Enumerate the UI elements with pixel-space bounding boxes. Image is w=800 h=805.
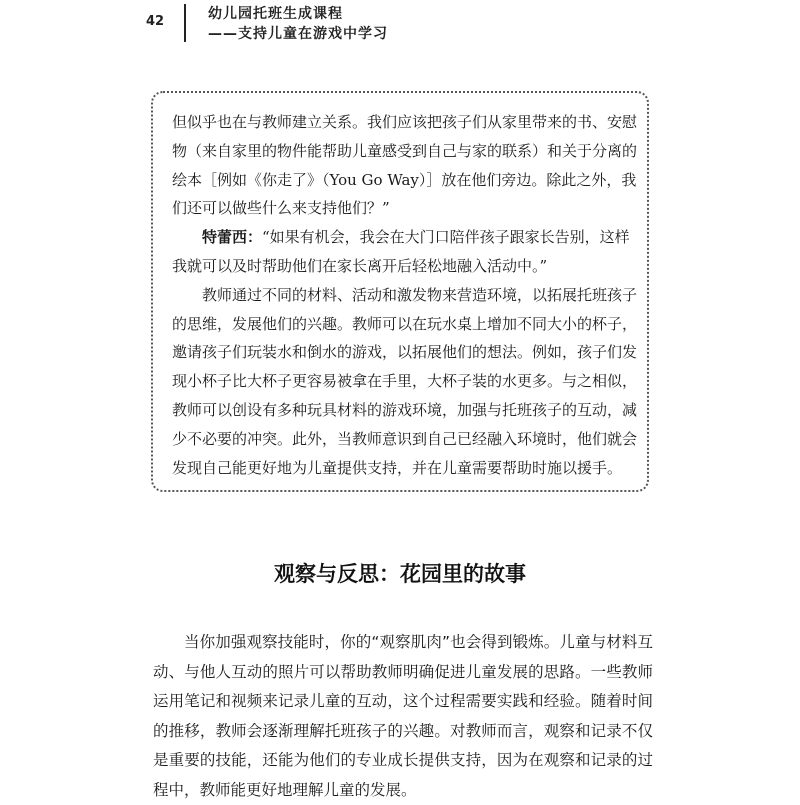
book-subtitle: ——支持儿童在游戏中学习 bbox=[208, 26, 388, 42]
page-number: 42 bbox=[146, 14, 165, 29]
quote-box-content bbox=[172, 108, 642, 482]
speaker-name: 特蕾西： bbox=[202, 228, 263, 247]
quote-paragraph-1: 但似乎也在与教师建立关系。我们应该把孩子们从家里带来的书、安慰物（来自家里的物件能帮助儿童感受到自己与家的联系）和关于分离的绘本［例如《你走了》（You Go Way）］放在他们旁边。除此之外，我们还可以做些什么来支持他们？” bbox=[172, 113, 638, 218]
speaker-quote: “如果有机会，我会在大门口陪伴孩子跟家长告别，这样我就可以及时帮助他们在家长离开后轻松地融入活动中。” bbox=[172, 228, 630, 275]
body-text bbox=[153, 628, 653, 805]
section-heading: 观察与反思：花园里的故事 bbox=[274, 562, 526, 586]
quote-paragraph-3: 教师通过不同的材料、活动和激发物来营造环境，以拓展托班孩子的思维，发展他们的兴趣。教师可以在玩水桌上增加不同大小的杯子，邀请孩子们玩装水和倒水的游戏，以拓展他们的想法。例如，孩子们发现小杯子比大杯子更容易被拿在手里，大杯子装的水更多。与之相似，教师可以创设有多种玩具材料的游戏环境，加强与托班孩子的互动，减少不必要的冲突。此外，当教师意识到自己已经融入环境时，他们就会发现自己能更好地为儿童提供支持，并在儿童需要帮助时施以援手。 bbox=[172, 285, 638, 477]
running-header bbox=[0, 0, 800, 48]
quote-paragraph-2 bbox=[172, 223, 642, 281]
header-divider bbox=[184, 4, 186, 42]
book-title: 幼儿园托班生成课程 bbox=[208, 6, 343, 22]
body-paragraph: 当你加强观察技能时，你的“观察肌肉”也会得到锻炼。儿童与材料互动、与他人互动的照片可以帮助教师明确促进儿童发展的思路。一些教师运用笔记和视频来记录儿童的互动，这个过程需要实践和经验。随着时间的推移，教师会逐渐理解托班孩子的兴趣。对教师而言，观察和记录不仅是重要的技能，还能为他们的专业成长提供支持，因为在观察和记录的过程中，教师能更好地理解儿童的发展。 bbox=[153, 633, 653, 799]
